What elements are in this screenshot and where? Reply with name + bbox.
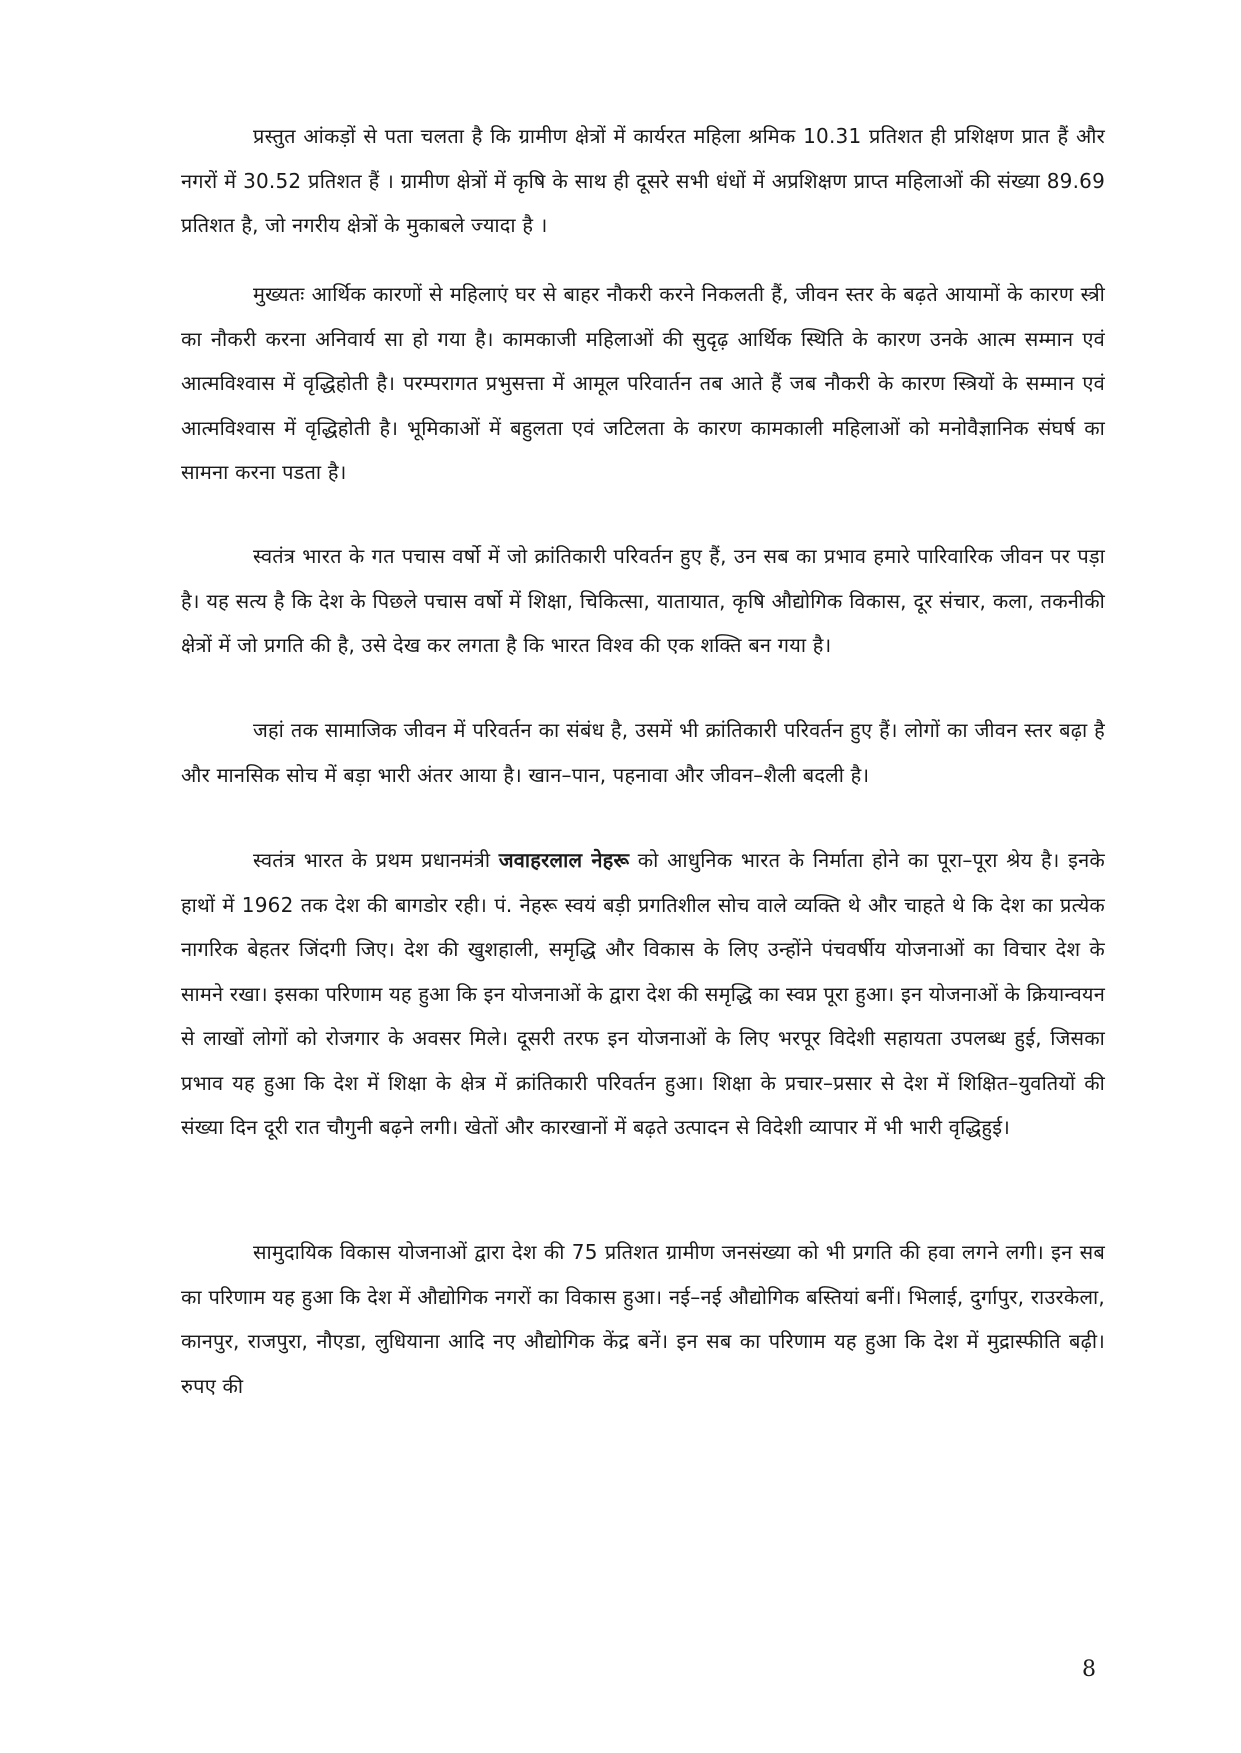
page-number: 8 [1082,1657,1096,1682]
paragraph-nehru [181,838,1105,1150]
nehru-name-bold: जवाहरलाल नेहरू [498,848,630,872]
paragraph-independent-india-progress: स्वतंत्र भारत के गत पचास वर्षो में जो क्रांतिकारी परिवर्तन हुए हैं, उन सब का प्रभाव हमारे पारिवारिक जीवन पर पड़ा है। यह सत्य है कि देश के पिछले पचास वर्षो में शिक्षा, चिकित्सा, यातायात, कृषि औद्योगिक विकास, दूर संचार, कला, तकनीकी क्षेत्रों में जो प्रगति की है, उसे देख कर लगता है कि भारत विश्व की एक शक्ति बन गया है। [181,544,1105,657]
paragraph-social-life-change: जहां तक सामाजिक जीवन में परिवर्तन का संबंध है, उसमें भी क्रांतिकारी परिवर्तन हुए हैं। लोगों का जीवन स्तर बढ़ा है और मानसिक सोच में बड़ा भारी अंतर आया है। खान–पान, पहनावा और जीवन–शैली बदली है। [181,718,1105,787]
paragraph-economic-reasons: मुख्यतः आर्थिक कारणों से महिलाएं घर से बाहर नौकरी करने निकलती हैं, जीवन स्तर के बढ़ते आयामों के कारण स्त्री का नौकरी करना अनिवार्य सा हो गया है। कामकाजी महिलाओं की सुदृढ़ आर्थिक स्थिति के कारण उनके आत्म सम्मान एवं आत्मविश्वास में वृद्धिहोती है। परम्परागत प्रभुसत्ता में आमूल परिवार्तन तब आते हैं जब नौकरी के कारण स्त्रियों के सम्मान एवं आत्मविश्वास में वृद्धिहोती है। भूमिकाओं में बहुलता एवं जटिलता के कारण कामकाली महिलाओं को मनोवैज्ञानिक संघर्ष का सामना करना पडता है। [181,282,1105,484]
nehru-text-after: को आधुनिक भारत के निर्माता होने का पूरा–पूरा श्रेय है। इनके हाथों में 1962 तक देश की बागडोर रही। पं. नेहरू स्वयं बड़ी प्रगतिशील सोच वाले व्यक्ति थे और चाहते थे कि देश का प्रत्येक नागरिक बेहतर जिंदगी जिए। देश की खुशहाली, समृद्धि और विकास के लिए उन्होंने पंचवर्षीय योजनाओं का विचार देश के सामने रखा। इसका परिणाम यह हुआ कि इन योजनाओं के द्वारा देश की समृद्धि का स्वप्न पूरा हुआ। इन योजनाओं के क्रियान्वयन से लाखों लोगों को रोजगार के अवसर मिले। दूसरी तरफ इन योजनाओं के लिए भरपूर विदेशी सहायता उपलब्ध हुई, जिसका प्रभाव यह हुआ कि देश में शिक्षा के क्षेत्र में क्रांतिकारी परिवर्तन हुआ। शिक्षा के प्रचार–प्रसार से देश में शिक्षित–युवतियों की संख्या दिन दूरी रात चौगुनी बढ़ने लगी। खेतों और कारखानों में बढ़ते उत्पादन से विदेशी व्यापार में भी भारी वृद्धिहुई। [181,848,1105,1139]
paragraph-community-development: सामुदायिक विकास योजनाओं द्वारा देश की 75 प्रतिशत ग्रामीण जनसंख्या को भी प्रगति की हवा लगने लगी। इन सब का परिणाम यह हुआ कि देश में औद्योगिक नगरों का विकास हुआ। नई–नई औद्योगिक बस्तियां बनीं। भिलाई, दुर्गापुर, राउरकेला, कानपुर, राजपुरा, नौएडा, लुधियाना आदि नए औद्योगिक केंद्र बनें। इन सब का परिणाम यह हुआ कि देश में मुद्रास्फीति बढ़ी। रुपए की [181,1240,1105,1398]
nehru-text-before: स्वतंत्र भारत के प्रथम प्रधानमंत्री [253,848,499,872]
paragraph-training-statistics: प्रस्तुत आंकड़ों से पता चलता है कि ग्रामीण क्षेत्रों में कार्यरत महिला श्रमिक 10.31 प्रतिशत ही प्रशिक्षण प्रात हैं और नगरों में 30.52 प्रतिशत हैं । ग्रामीण क्षेत्रों में कृषि के साथ ही दूसरे सभी धंधों में अप्रशिक्षण प्राप्त महिलाओं की संख्या 89.69 प्रतिशत है, जो नगरीय क्षेत्रों के मुकाबले ज्यादा है । [181,124,1105,237]
